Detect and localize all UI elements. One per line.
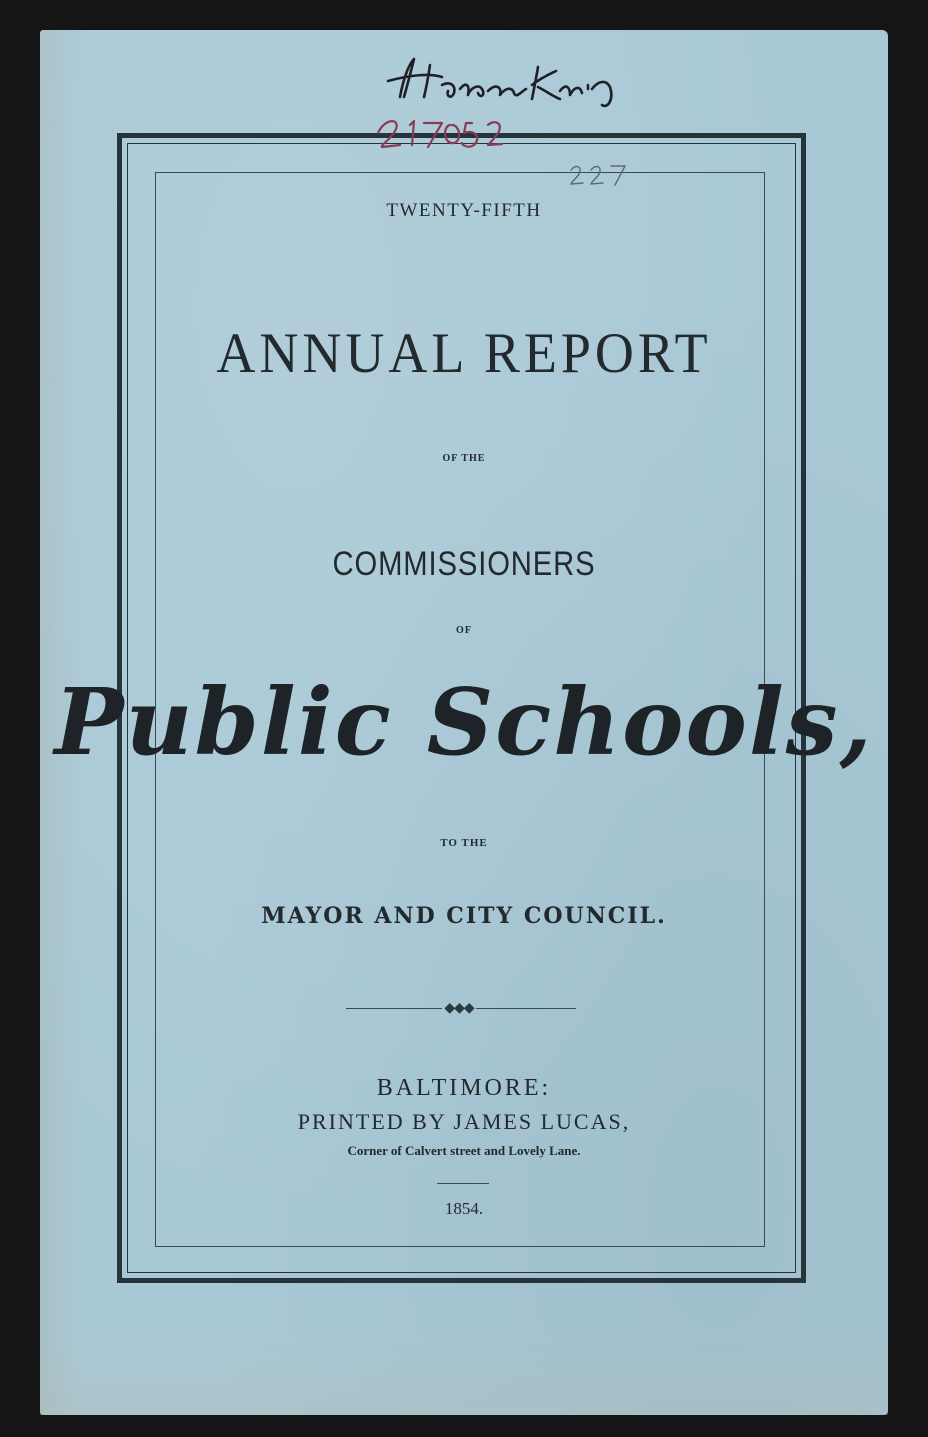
handwritten-signature: [370, 45, 640, 155]
printer-line: PRINTED BY JAMES LUCAS,: [297, 1109, 631, 1134]
place-of-printing: BALTIMORE:: [376, 1075, 552, 1101]
commissioners-heading: COMMISSIONERS: [332, 545, 596, 583]
ornament-rule-left: [346, 1008, 442, 1009]
cover-stain: [40, 1330, 888, 1415]
ornament-rule-right: [476, 1008, 576, 1009]
edition-heading: TWENTY-FIFTH: [386, 200, 542, 221]
report-title: ANNUAL REPORT: [216, 321, 712, 385]
printer-address: Corner of Calvert street and Lovely Lane.: [347, 1143, 581, 1158]
public-schools-heading: Public Schools,: [54, 668, 874, 776]
connector-to-the: TO THE: [440, 837, 488, 849]
connector-of-the: OF THE: [442, 453, 486, 464]
year-rule: [437, 1183, 489, 1184]
pencil-catalog-number: [565, 158, 645, 188]
connector-of: OF: [456, 625, 472, 636]
ornament-divider: ◆◆◆: [444, 1000, 474, 1016]
recipient-heading: MAYOR AND CITY COUNCIL.: [261, 903, 667, 929]
publication-year: 1854.: [444, 1199, 484, 1218]
